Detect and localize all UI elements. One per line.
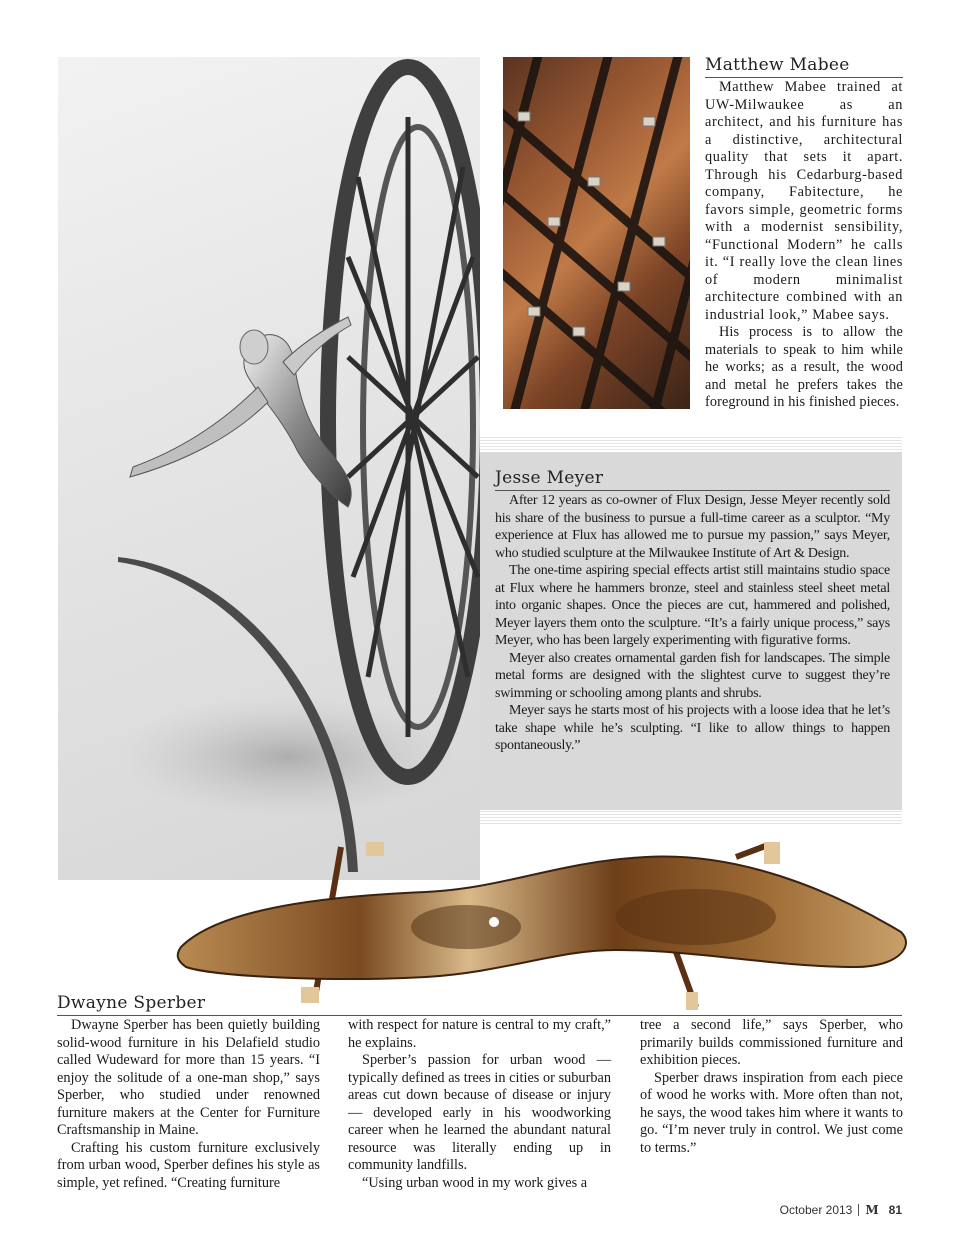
meyer-rule bbox=[495, 490, 890, 491]
panel-stripes-bottom bbox=[480, 810, 902, 826]
page-number: 81 bbox=[888, 1203, 902, 1217]
issue-date: October 2013 bbox=[779, 1203, 853, 1217]
meyer-heading: Jesse Meyer bbox=[495, 468, 604, 488]
mabee-paragraph-1: Matthew Mabee trained at UW-Milwaukee as an architect, and his furniture has a distinctive, architectural quality that sets it apart. Through his Cedarburg-based company, Fabitecture, he favors simple, geometric forms with a modernist sensibility, “Functional Modern” he calls it. “I really love the clean lines of modern minimalist architecture combined with an industrial look,” Mabee says. bbox=[705, 79, 903, 323]
mabee-paragraph-2: His process is to allow the materials to speak to him while he works; as a result, the wood and metal he prefers takes the foreground in his finished pieces. bbox=[705, 324, 903, 410]
meyer-paragraph-1: After 12 years as co-owner of Flux Design, Jesse Meyer recently sold his share of the business to pursue a full-time career as a sculptor. “My experience at Flux has allowed me to pursue my passion,” says Meyer, who studied sculpture at the Milwaukee Institute of Art & Design. bbox=[495, 493, 890, 561]
page-footer bbox=[780, 1203, 902, 1217]
sperber-column-2 bbox=[348, 1017, 611, 1192]
sculpture-photo bbox=[58, 57, 480, 880]
panel-stripes-top bbox=[480, 436, 902, 452]
meyer-paragraph-3: Meyer also creates ornamental garden fish for landscapes. The simple metal forms are designed with the slightest curve to suggest they’re swimming or schooling among plants and shrubs. bbox=[495, 650, 890, 701]
sculpture-illustration bbox=[58, 57, 480, 880]
meyer-text bbox=[495, 492, 890, 755]
footer-divider bbox=[858, 1204, 859, 1216]
table-photo bbox=[176, 842, 911, 1012]
mabee-text bbox=[705, 79, 903, 412]
mabee-heading: Matthew Mabee bbox=[705, 55, 850, 75]
sperber-paragraph-6: tree a second life,” says Sperber, who primarily builds commissioned furniture and exhibition pieces. bbox=[640, 1017, 903, 1068]
sperber-paragraph-2: Crafting his custom furniture exclusively from urban wood, Sperber defines his style as simple, yet refined. “Creating furniture bbox=[57, 1139, 320, 1191]
sperber-heading: Dwayne Sperber bbox=[57, 993, 206, 1013]
table-illustration bbox=[176, 842, 911, 1012]
sperber-paragraph-4: Sperber’s passion for urban wood — typically defined as trees in cities or suburban areas cut down because of disease or injury — developed early in his woodworking career when he learned the abundant natural resource was literally ending up in community landfills. bbox=[348, 1052, 611, 1173]
mabee-rule bbox=[705, 77, 903, 78]
sperber-paragraph-1: Dwayne Sperber has been quietly building solid-wood furniture in his Delafield studio called Wudeward for more than 15 years. “I enjoy the solitude of a one-man shop,” says Sperber, who studied under renowned furniture makers at the Center for Furniture Craftsmanship in Maine. bbox=[57, 1017, 320, 1138]
sperber-rule bbox=[57, 1015, 902, 1016]
sperber-column-1 bbox=[57, 1017, 320, 1192]
sperber-paragraph-5: “Using urban wood in my work gives a bbox=[362, 1174, 588, 1191]
sperber-paragraph-3: with respect for nature is central to my craft,” he explains. bbox=[348, 1017, 611, 1051]
meyer-paragraph-2: The one-time aspiring special effects artist still maintains studio space at Flux where he hammers bronze, steel and stainless steel sheet metal into organic shapes. Once the pieces are cut, hammered and polished, Meyer layers them onto the sculpture. “It’s a fairly unique process,” says Meyer, who has been largely experimenting with figurative forms. bbox=[495, 563, 890, 648]
sperber-paragraph-7: Sperber draws inspiration from each piece of wood he works with. More often than not, he says, the wood takes him where it wants to go. “I’m never truly in control. We just come to terms.” bbox=[640, 1069, 903, 1156]
wall-art-photo bbox=[503, 57, 690, 409]
meyer-paragraph-4: Meyer says he starts most of his projects with a loose idea that he let’s take shape while he’s sculpting. “I like to allow things to happen spontaneously.” bbox=[495, 703, 890, 753]
wall-art-illustration bbox=[503, 57, 690, 409]
magazine-logo: M bbox=[865, 1203, 879, 1217]
sperber-column-3 bbox=[640, 1017, 903, 1157]
